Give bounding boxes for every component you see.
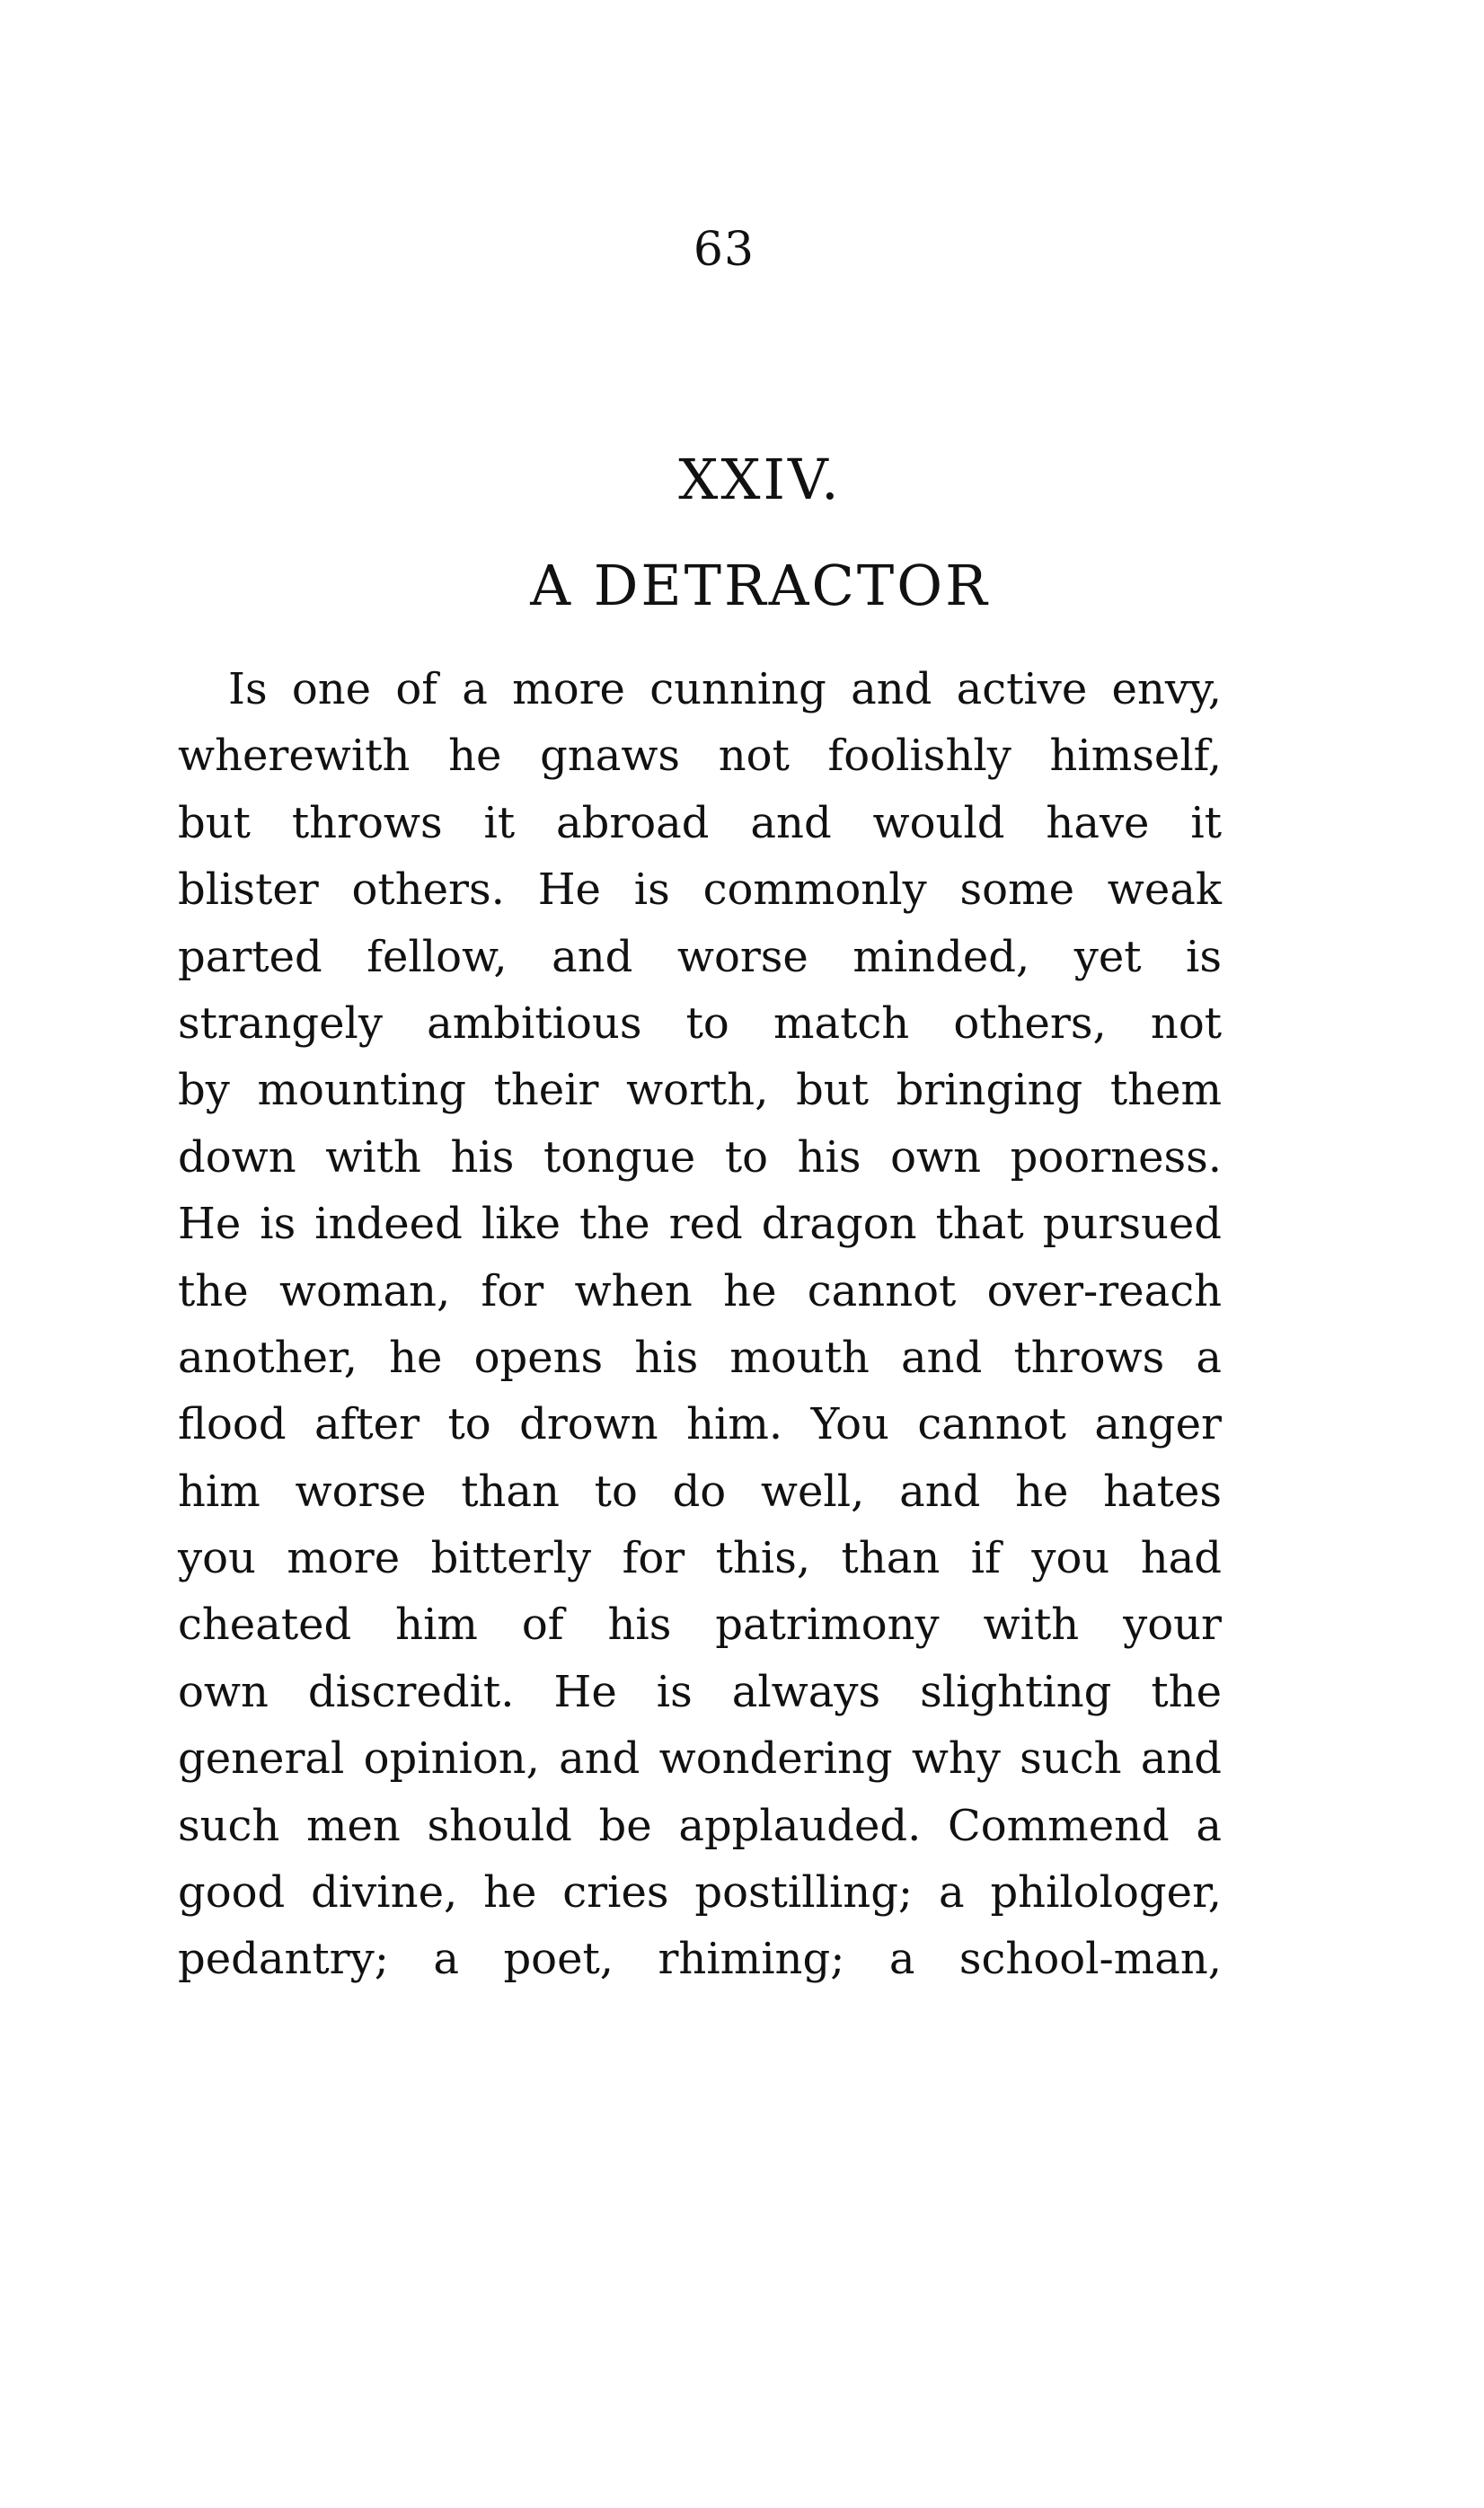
text-line: He is indeed like the red dragon that pursued [178,1199,1222,1250]
text-line: such men should be applauded. Commend a [178,1800,1222,1851]
text-line: pedantry; a poet, rhiming; a school-man, [178,1934,1222,1985]
text-line: blister others. He is commonly some weak [178,864,1222,916]
text-line: the woman, for when he cannot over-reach [178,1265,1222,1316]
text-line: good divine, he cries postilling; a philologer, [178,1867,1222,1919]
text-line: down with his tongue to his own poorness. [178,1131,1222,1183]
chapter-number: XXIV. [678,447,842,512]
page-number: 63 [693,223,755,277]
text-line: strangely ambitious to match others, not [178,997,1222,1049]
text-line: wherewith he gnaws not foolishly himself, [178,731,1222,782]
text-line: by mounting their worth, but bringing them [178,1065,1222,1116]
text-line: parted fellow, and worse minded, yet is [178,931,1222,982]
text-line: him worse than to do well, and he hates [178,1466,1222,1517]
text-line: Is one of a more cunning and active envy, [228,664,1222,714]
chapter-title: A DETRACTOR [530,553,990,618]
text-line: cheated him of his patrimony with your [178,1600,1222,1651]
text-line: own discredit. He is always slighting the [178,1666,1222,1717]
text-line: general opinion, and wondering why such and [178,1733,1222,1785]
text-line: flood after to drown him. You cannot anger [178,1399,1222,1450]
text-line: another, he opens his mouth and throws a [178,1332,1222,1383]
text-line: but throws it abroad and would have it [178,797,1222,848]
text-line: you more bitterly for this, than if you had [178,1533,1222,1584]
body-paragraph [178,656,1222,1993]
